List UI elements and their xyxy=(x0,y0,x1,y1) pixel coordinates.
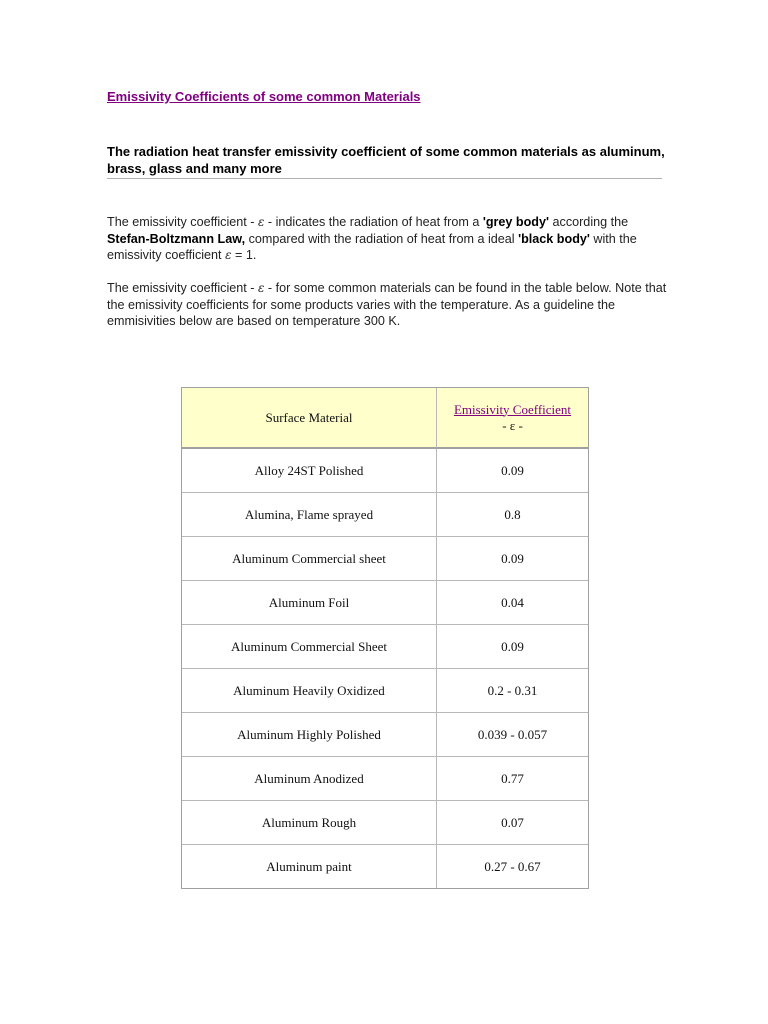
grey-body-term: 'grey body' xyxy=(482,215,550,229)
value-cell: 0.09 xyxy=(437,449,588,493)
value-cell: 0.07 xyxy=(437,801,588,845)
text-run: The emissivity coefficient - xyxy=(107,281,258,295)
emissivity-coefficient-link[interactable]: Emissivity Coefficient xyxy=(453,401,572,417)
value-cell: 0.04 xyxy=(437,581,588,625)
black-body-term: 'black body' xyxy=(518,231,590,246)
stefan-boltzmann-term: Stefan-Boltzmann Law, xyxy=(107,231,246,246)
table-row xyxy=(182,625,588,669)
material-cell: Aluminum Anodized xyxy=(182,757,437,801)
text-run: - indicates the radiation of heat from a xyxy=(264,215,483,229)
material-cell: Alumina, Flame sprayed xyxy=(182,493,437,537)
table-row xyxy=(182,757,588,801)
table-header-row xyxy=(182,388,588,449)
header-emissivity-coefficient xyxy=(437,388,588,449)
value-cell: 0.27 - 0.67 xyxy=(484,858,541,874)
value-cell: 0.2 - 0.31 xyxy=(437,669,588,713)
epsilon-symbol: ε xyxy=(257,215,265,229)
material-cell: Aluminum Highly Polished xyxy=(182,713,437,757)
page-subtitle: The radiation heat transfer emissivity coefficient of some common materials as aluminum, brass, glass and many more xyxy=(107,144,665,176)
value-cell: 0.09 xyxy=(437,625,588,669)
material-cell: Aluminum Heavily Oxidized xyxy=(182,669,437,713)
table-row xyxy=(182,669,588,713)
text-run: with the emissivity coefficient xyxy=(107,231,637,262)
value-cell: 0.039 - 0.057 xyxy=(437,713,588,757)
header-surface-material: Surface Material xyxy=(182,388,437,449)
text-run: compared with the radiation of heat from a ideal xyxy=(245,231,519,246)
title-link[interactable]: Emissivity Coefficients of some common Materials xyxy=(107,89,421,104)
text-run: according the xyxy=(549,215,629,229)
material-cell: Aluminum Foil xyxy=(182,581,437,625)
intro-paragraph-1 xyxy=(107,214,667,264)
material-cell: Alloy 24ST Polished xyxy=(182,449,437,493)
text-run: - for some common materials can be found in the table below. Note that the emissivity coefficients for some products varies with the temperature. As a guideline the emmisivities below are based on temperature 300 K. xyxy=(107,281,667,328)
table-row xyxy=(182,801,588,845)
value-cell: 0.8 xyxy=(437,493,588,537)
header-epsilon: - ε - xyxy=(502,417,523,433)
table-row xyxy=(182,493,588,537)
material-cell: Aluminum Rough xyxy=(182,801,437,845)
divider xyxy=(107,178,662,179)
value-cell: 0.09 xyxy=(437,537,588,581)
material-cell: Aluminum Commercial Sheet xyxy=(182,625,437,669)
table-row xyxy=(182,845,588,888)
epsilon-symbol: ε xyxy=(225,248,232,262)
table-row xyxy=(182,713,588,757)
material-cell: Aluminum Commercial sheet xyxy=(182,537,437,581)
material-cell: Aluminum paint xyxy=(182,845,437,888)
text-run: The emissivity coefficient - xyxy=(107,215,258,229)
intro-paragraph-2 xyxy=(107,280,667,330)
text-run: = 1. xyxy=(231,248,257,262)
table-row xyxy=(182,449,588,493)
emissivity-table xyxy=(181,387,589,889)
table-row xyxy=(182,581,588,625)
value-cell: 0.77 xyxy=(437,757,588,801)
table-row xyxy=(182,537,588,581)
epsilon-symbol: ε xyxy=(257,281,265,295)
